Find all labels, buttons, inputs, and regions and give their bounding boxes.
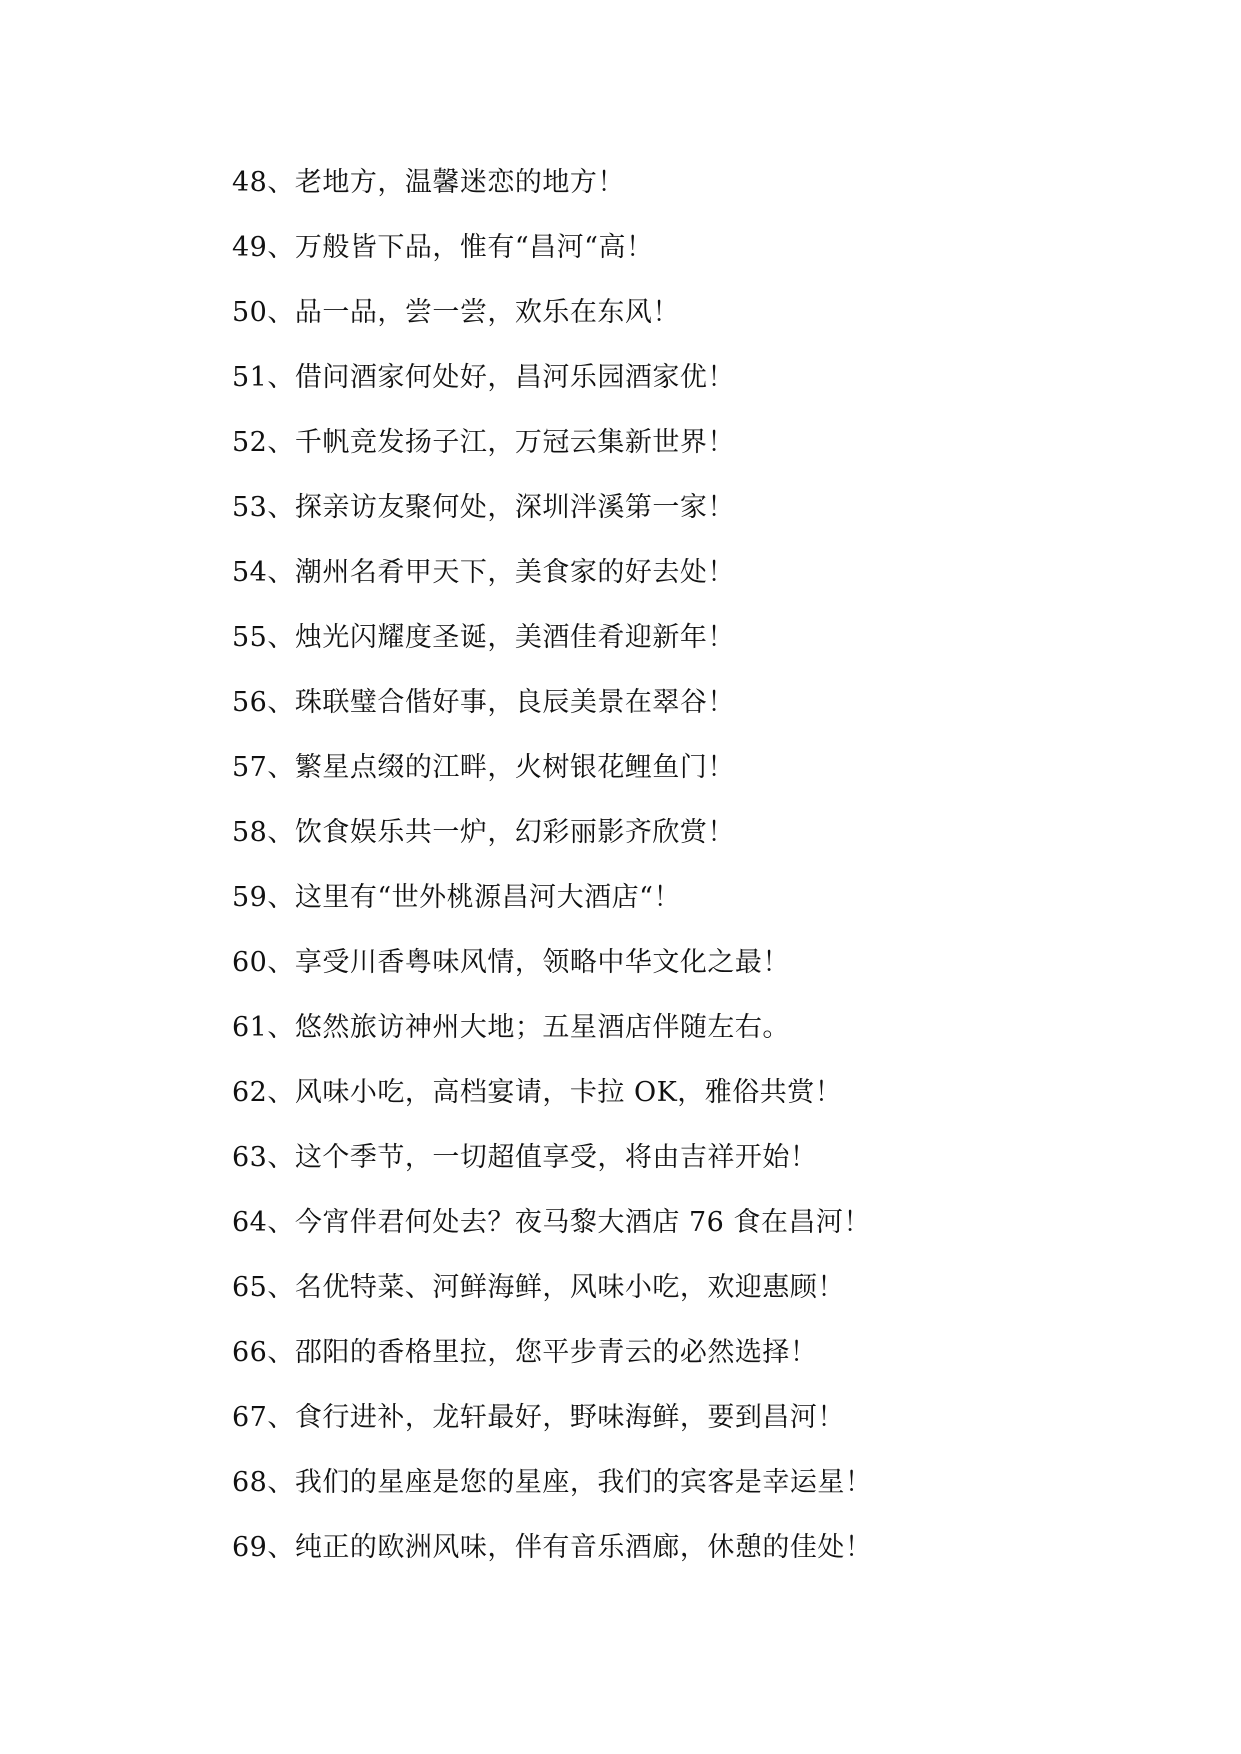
slogan-line: 52、千帆竞发扬子江，万冠云集新世界！ [232, 427, 735, 458]
slogan-line: 69、纯正的欧洲风味，伴有音乐酒廊，休憩的佳处！ [232, 1532, 873, 1563]
slogan-line: 53、探亲访友聚何处，深圳泮溪第一家！ [232, 492, 735, 523]
slogan-line: 60、享受川香粤味风情，领略中华文化之最！ [232, 947, 790, 978]
slogan-line: 58、饮食娱乐共一炉，幻彩丽影齐欣赏！ [232, 817, 735, 848]
slogan-line: 59、这里有“世外桃源昌河大酒店“！ [232, 882, 681, 913]
slogan-line: 50、品一品，尝一尝，欢乐在东风！ [232, 297, 680, 328]
slogan-line: 51、借问酒家何处好，昌河乐园酒家优！ [232, 362, 735, 393]
slogan-line: 61、悠然旅访神州大地；五星酒店伴随左右。 [232, 1012, 790, 1043]
slogan-line: 56、珠联璧合偕好事，良辰美景在翠谷！ [232, 687, 735, 718]
slogan-line: 67、食行进补，龙轩最好，野味海鲜，要到昌河！ [232, 1402, 845, 1433]
slogan-line: 55、烛光闪耀度圣诞，美酒佳肴迎新年！ [232, 622, 735, 653]
slogan-line: 66、邵阳的香格里拉，您平步青云的必然选择！ [232, 1337, 818, 1368]
slogan-line: 57、繁星点缀的江畔，火树银花鲤鱼门！ [232, 752, 735, 783]
slogan-line: 48、老地方，温馨迷恋的地方！ [232, 167, 625, 198]
slogan-line: 62、风味小吃，高档宴请，卡拉 OK，雅俗共赏！ [232, 1077, 843, 1108]
slogan-line: 65、名优特菜、河鲜海鲜，风味小吃，欢迎惠顾！ [232, 1272, 845, 1303]
slogan-line: 54、潮州名肴甲天下，美食家的好去处！ [232, 557, 735, 588]
slogan-line: 64、今宵伴君何处去？夜马黎大酒店 76 食在昌河！ [232, 1207, 871, 1238]
slogan-list [232, 158, 1092, 1588]
slogan-line: 63、这个季节，一切超值享受，将由吉祥开始！ [232, 1142, 818, 1173]
slogan-line: 68、我们的星座是您的星座，我们的宾客是幸运星！ [232, 1467, 873, 1498]
slogan-line: 49、万般皆下品，惟有“昌河“高！ [232, 232, 654, 263]
